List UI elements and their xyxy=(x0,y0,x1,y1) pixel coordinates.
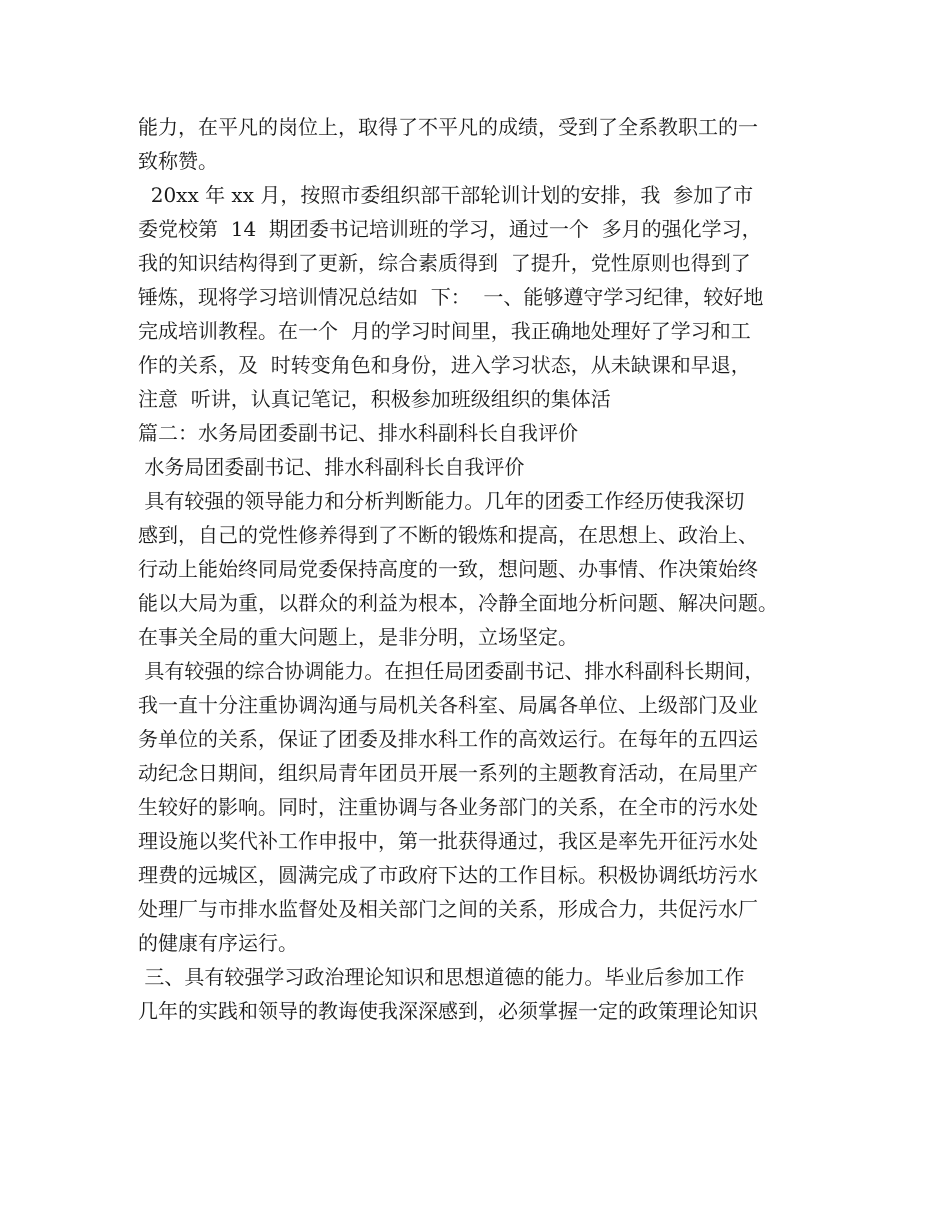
text-line: 20xx 年 xx 月，按照市委组织部干部轮训计划的安排，我 参加了市 xyxy=(138,183,754,207)
text-line: 几年的实践和领导的教诲使我深深感到，必须掌握一定的政策理论知识 xyxy=(138,999,758,1023)
text-line: 的健康有序运行。 xyxy=(138,931,298,955)
text-line: 具有较强的综合协调能力。在担任局团委副书记、排水科副科长期间， xyxy=(138,659,765,683)
text-line: 我的知识结构得到了更新，综合素质得到 了提升，党性原则也得到了 xyxy=(138,251,751,275)
text-line: 理设施以奖代补工作申报中，第一批获得通过，我区是率先开征污水处 xyxy=(138,829,758,853)
text-line: 我一直十分注重协调沟通与局机关各科室、局属各单位、上级部门及业 xyxy=(138,693,758,717)
text-line: 锤炼，现将学习培训情况总结如 下： 一、能够遵守学习纪律，较好地 xyxy=(138,285,764,309)
text-line: 作的关系，及 时转变角色和身份，进入学习状态，从未缺课和早退， xyxy=(138,353,751,377)
text-line: 动纪念日期间，组织局青年团员开展一系列的主题教育活动，在局里产 xyxy=(138,761,758,785)
text-line: 注意 听讲，认真记笔记，积极参加班级组织的集体活 xyxy=(138,387,611,411)
text-line: 处理厂与市排水监督处及相关部门之间的关系，形成合力，共促污水厂 xyxy=(138,897,758,921)
text-line: 具有较强的领导能力和分析判断能力。几年的团委工作经历使我深切 xyxy=(138,489,745,513)
text-line: 能力，在平凡的岗位上，取得了不平凡的成绩，受到了全系教职工的一 xyxy=(138,115,758,139)
section-heading: 篇二：水务局团委副书记、排水科副科长自我评价 xyxy=(138,421,578,445)
text-line: 行动上能始终同局党委保持高度的一致，想问题、办事情、作决策始终 xyxy=(138,557,758,581)
text-line: 三、具有较强学习政治理论知识和思想道德的能力。毕业后参加工作 xyxy=(138,965,745,989)
section-title: 水务局团委副书记、排水科副科长自我评价 xyxy=(138,455,525,479)
document-body xyxy=(138,110,838,1028)
text-line: 致称赞。 xyxy=(138,149,218,173)
text-line: 理费的远城区，圆满完成了市政府下达的工作目标。积极协调纸坊污水 xyxy=(138,863,758,887)
text-line: 委党校第 14 期团委书记培训班的学习，通过一个 多月的强化学习， xyxy=(138,217,762,241)
text-line: 务单位的关系，保证了团委及排水科工作的高效运行。在每年的五四运 xyxy=(138,727,758,751)
text-line: 生较好的影响。同时，注重协调与各业务部门的关系，在全市的污水处 xyxy=(138,795,758,819)
text-line: 感到，自己的党性修养得到了不断的锻炼和提高，在思想上、政治上、 xyxy=(138,523,758,547)
text-line: 在事关全局的重大问题上，是非分明，立场坚定。 xyxy=(138,625,578,649)
text-line: 完成培训教程。在一个 月的学习时间里，我正确地处理好了学习和工 xyxy=(138,319,751,343)
text-line: 能以大局为重，以群众的利益为根本，冷静全面地分析问题、解决问题。 xyxy=(138,591,778,615)
